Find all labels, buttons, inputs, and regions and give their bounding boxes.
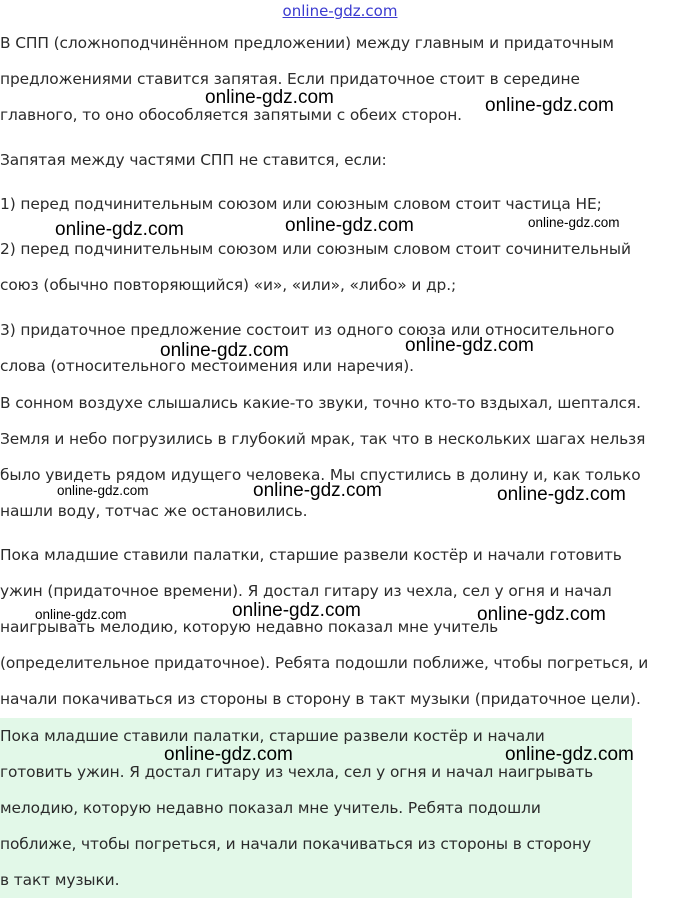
text-line: готовить ужин. Я достал гитару из чехла, сел у огня и начал наигрывать	[0, 763, 594, 781]
text-line: мелодию, которую недавно показал мне учитель. Ребята подошли	[0, 799, 541, 817]
watermark: online-gdz.com	[497, 484, 626, 505]
text-line: 3) придаточное предложение состоит из одного союза или относительного	[0, 321, 615, 339]
paragraph-rule-2	[0, 231, 631, 303]
watermark: online-gdz.com	[35, 607, 127, 622]
text-line: Пока младшие ставили палатки, старшие развели костёр и начали готовить	[0, 546, 622, 564]
paragraph-example-2	[0, 537, 648, 717]
text-line: нашли воду, тотчас же остановились.	[0, 502, 308, 520]
watermark: online-gdz.com	[55, 219, 184, 240]
text-line: В СПП (сложноподчинённом предложении) между главным и придаточным	[0, 34, 614, 52]
watermark: online-gdz.com	[253, 480, 382, 501]
text-line: поближе, чтобы погреться, и начали покачиваться из стороны в сторону	[0, 835, 591, 853]
paragraph-rules-heading	[0, 142, 387, 178]
text-line: союз (обычно повторяющийся) «и», «или», «либо» и др.;	[0, 276, 457, 294]
text-line: Пока младшие ставили палатки, старшие развели костёр и начали	[0, 727, 545, 745]
text-line: было увидеть рядом идущего человека. Мы спустились в долину и, как только	[0, 466, 641, 484]
text-line: предложениями ставится запятая. Если придаточное стоит в середине	[0, 70, 580, 88]
text-line: (определительное придаточное). Ребята подошли поближе, чтобы погреться, и	[0, 654, 649, 672]
text-line: в такт музыки.	[0, 871, 120, 889]
watermark: online-gdz.com	[405, 335, 534, 356]
text-line: наигрывать мелодию, которую недавно показал мне учитель	[0, 618, 499, 636]
text-line: Запятая между частями СПП не ставится, если:	[0, 151, 387, 169]
watermark: online-gdz.com	[285, 215, 414, 236]
watermark: online-gdz.com	[164, 744, 293, 765]
text-line: В сонном воздухе слышались какие-то звуки, точно кто-то вздыхал, шептался.	[0, 394, 641, 412]
site-header-link[interactable]: online-gdz.com	[282, 2, 398, 20]
text-line: ужин (придаточное времени). Я достал гитару из чехла, сел у огня и начал	[0, 582, 612, 600]
watermark: online-gdz.com	[528, 215, 620, 230]
watermark: online-gdz.com	[160, 340, 289, 361]
watermark: online-gdz.com	[485, 95, 614, 116]
text-line: начали покачиваться из стороны в сторону в такт музыки (придаточное цели).	[0, 690, 641, 708]
watermark: online-gdz.com	[205, 87, 334, 108]
text-line: 2) перед подчинительным союзом или союзным словом стоит сочинительный	[0, 240, 631, 258]
watermark: online-gdz.com	[232, 600, 361, 621]
text-line: 1) перед подчинительным союзом или союзным словом стоит частица НЕ;	[0, 195, 602, 213]
text-line: слова (относительного местоимения или наречия).	[0, 357, 414, 375]
watermark: online-gdz.com	[505, 744, 634, 765]
text-line: главного, то оно обособляется запятыми с обеих сторон.	[0, 106, 462, 124]
paragraph-example-1	[0, 385, 645, 529]
watermark: online-gdz.com	[57, 483, 149, 498]
text-line: Земля и небо погрузились в глубокий мрак, так что в нескольких шагах нельзя	[0, 430, 646, 448]
watermark: online-gdz.com	[477, 604, 606, 625]
